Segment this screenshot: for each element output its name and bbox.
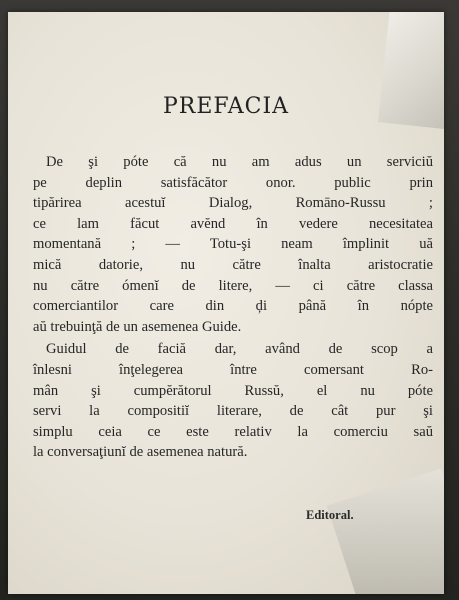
text-line: comerciantilor care din ḑi până în nópte — [33, 298, 433, 315]
text-line: aŭ trebuinţă de un asemenea Guide. — [33, 318, 242, 335]
text-line: momentană ; — Totu-şi neam împlinit uă — [33, 236, 433, 253]
text-line: De şi póte că nu am adus un serviciŭ — [46, 154, 433, 170]
text-line: înlesni înţelegerea între comersant Ro- — [33, 361, 433, 378]
text-line: servi la compositiĭ literare, de cât pur şi — [33, 403, 433, 420]
text-line: la conversaţiunĭ de asemenea natură. — [33, 444, 248, 461]
text-line: simplu ceia ce este relativ la comerciu saŭ — [33, 423, 433, 440]
text-line: ce lam făcut avĕnd în vedere necesitatea — [33, 215, 433, 232]
text-line: nu către ómenĭ de litere, — ci către classa — [33, 277, 433, 294]
text-line: pe deplin satisfăcător onor. public prin — [33, 174, 433, 191]
text-line: mân şi cumpĕrătorul Russŭ, el nu póte — [33, 382, 433, 399]
page-fold-bottom — [327, 469, 444, 594]
preface-text — [33, 152, 433, 463]
text-line: Guidul de faciă dar, având de scop a — [46, 341, 433, 358]
paragraph-2 — [33, 339, 433, 463]
text-line: tipărirea acestuĭ Dialog, Romāno-Russu ; — [33, 195, 433, 212]
text-line: mică datorie, nu către înalta aristocratie — [33, 256, 433, 273]
book-page — [8, 12, 444, 594]
signature: Editoral. — [306, 508, 354, 522]
page-title: PREFACIA — [162, 94, 290, 119]
paragraph-1 — [33, 152, 433, 337]
